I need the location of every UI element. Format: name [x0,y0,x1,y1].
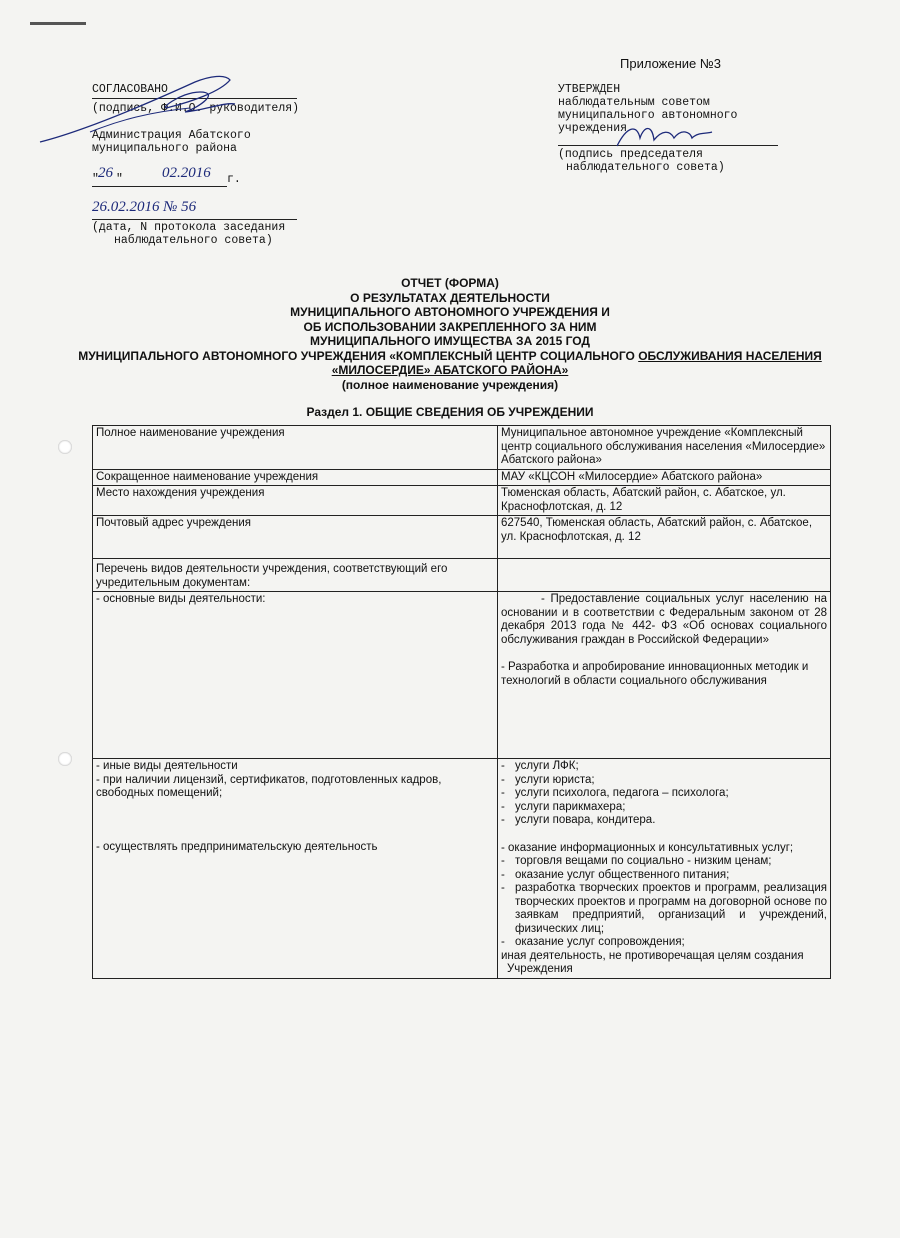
table-row: Полное наименование учреждения Муниципальное автономное учреждение «Комплексный центр социального обслуживания населения «Милосердие» Абатского района» [93,426,831,470]
appendix-label: Приложение №3 [620,56,722,71]
list-item: - услуги парикмахера; [501,800,626,813]
title-caption: (полное наименование учреждения) [341,377,559,392]
section-title: Раздел 1. ОБЩИЕ СВЕДЕНИЯ ОБ УЧРЕЖДЕНИИ [306,405,594,419]
protocol-caption-2: наблюдательного совета) [114,234,273,247]
table-row: Перечень видов деятельности учреждения, соответствующий его учредительным документам: [93,559,831,592]
list-item: - услуги повара, кондитера. [501,814,656,826]
org-name: Администрация Абатского муниципального района [92,129,251,155]
list-item: - оказание услуг общественного питания; [501,868,730,881]
approval-right: УТВЕРЖДЕН наблюдательным советом муниципального автономного учреждения (подпись председателя наблюдательного совета) [558,83,788,174]
list-item: - разработка творческих проектов и программ, реализация творческих проектов и программ на договорной основе по заявкам предприятий, организаций и учреждений, физических лиц; [501,882,827,935]
approval-date: " 26 " 02.2016 г. [92,165,241,186]
institution-full-name: МУНИЦИПАЛЬНОГО АВТОНОМНОГО УЧРЕЖДЕНИЯ «КОМПЛЕКСНЫЙ ЦЕНТР СОЦИАЛЬНОГО ОБСЛУЖИВАНИЯ НАСЕЛЕНИЯ [78,348,822,363]
punch-hole-bottom [58,752,72,766]
agreed-label: СОГЛАСОВАНО [92,83,168,96]
protocol-caption-1: (дата, N протокола заседания [92,221,286,234]
table-row: Почтовый адрес учреждения 627540, Тюменская область, Абатский район, с. Абатское, ул. Краснофлотская, д. 12 [93,516,831,559]
signature-left [20,62,260,152]
table-row: Место нахождения учреждения Тюменская область, Абатский район, с. Абатское, ул. Краснофлотская, д. 12 [93,486,831,516]
table-row: - основные виды деятельности: - Предоставление социальных услуг населению на основании и в соответствии с Федеральным законом от 28 декабря 2013 года № 442- ФЗ «Об основах социального обслуживания граждан в Российской Федерации» - Разработка и апробирование инновационных методик и технологий в области социального обслуживания [93,592,831,759]
protocol-line [92,199,392,221]
sign-caption: (подпись, Ф.И.О. руководителя) [92,102,300,115]
table-row: - иные виды деятельности - при наличии лицензий, сертификатов, подготовленных кадров, свободных помещений; - осуществлять предпринимательскую деятельность - услуги ЛФК; - услуги юриста; - услуги психолога, педагога – психолога; - услуги парикмахера; - услуги повара, кондитера. - оказание информационных и консультативных услуг; - торговля вещами по социально - низким ценам; - оказание услуг общественного питания; - разработка творческих проектов и программ, реализация творческих проектов и программ на договорной основе по заявкам предприятий, организаций и учреждений, физических лиц; - оказание услуг сопровождения; иная деятельность, не противоречащая целям создания Учреждения [93,759,831,979]
scan-mark [30,22,86,25]
report-title: ОТЧЕТ (ФОРМА) О РЕЗУЛЬТАТАХ ДЕЯТЕЛЬНОСТИ МУНИЦИПАЛЬНОГО АВТОНОМНОГО УЧРЕЖДЕНИЯ И ОБ ИСПОЛЬЗОВАНИИ ЗАКРЕПЛЕННОГО ЗА НИМ МУНИЦИПАЛЬНОГО ИМУЩЕСТВА ЗА 2015 ГОД МУНИЦИПАЛЬНОГО АВТОНОМНОГО УЧРЕЖДЕНИЯ «КОМПЛЕКСНЫЙ ЦЕНТР СОЦИАЛЬНОГО ОБСЛУЖИВАНИЯ НАСЕЛЕНИЯ «МИЛОСЕРДИЕ» АБАТСКОГО РАЙОНА» (полное наименование учреждения) [60,276,840,392]
punch-hole-top [58,440,72,454]
list-item: - торговля вещами по социально - низким ценам; [501,855,772,867]
list-item: - услуги психолога, педагога – психолога; [501,787,729,799]
approved-label: УТВЕРЖДЕН [558,83,621,96]
signature-right [612,116,722,156]
date-day: 26 [98,165,113,181]
table-row: Сокращенное наименование учреждения МАУ «КЦСОН «Милосердие» Абатского района» [93,469,831,486]
general-info-table [92,425,831,979]
list-item: - услуги ЛФК; [501,760,579,772]
list-item: - услуги юриста; [501,773,595,786]
list-item: - оказание услуг сопровождения; [501,936,685,948]
date-month: 02.2016 [162,165,211,181]
protocol-handwritten: 26.02.2016 № 56 [92,199,197,215]
